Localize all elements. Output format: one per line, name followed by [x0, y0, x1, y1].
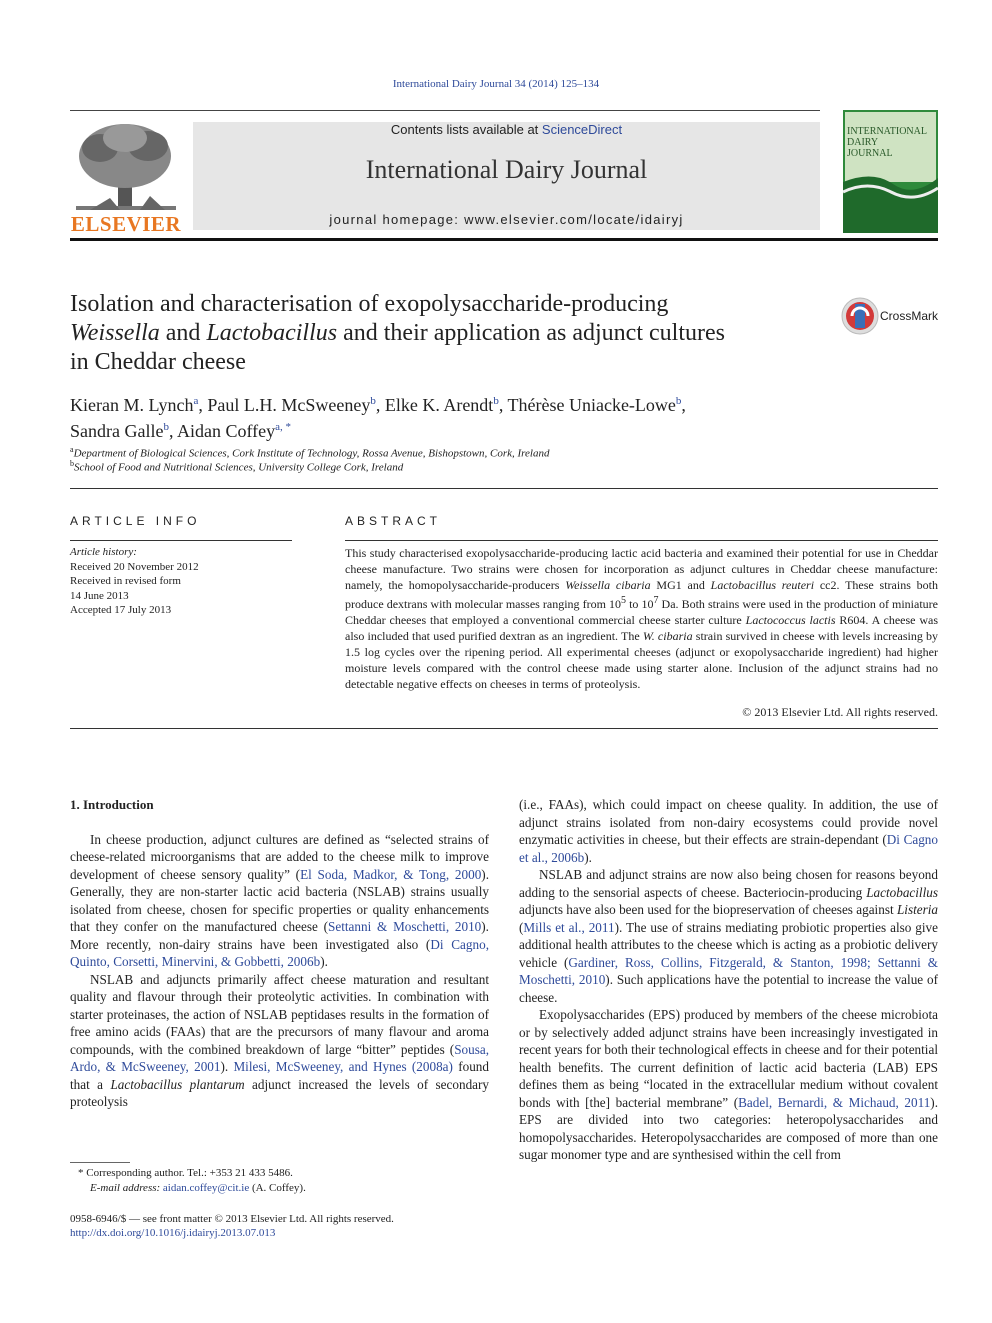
- reference-link[interactable]: Badel, Bernardi, & Michaud, 2011: [738, 1094, 931, 1110]
- journal-title: International Dairy Journal: [365, 155, 648, 184]
- paragraph: NSLAB and adjunct strains are now also being chosen for reasons beyond adding to the sensorial aspects of cheese. Bacteriocin-producing Lactobacillus adjuncts have also been used for the biopreservation of cheeses against Listeria (Mills et al., 2011). The use of strains mediating probiotic properties also give additional health attributes to the cheese which is acting as a probiotic delivery vehicle (Gardiner, Ross, Collins, Fitzgerald, & Stanton, 1998; Settanni & Moschetti, 2010). Such applications have the potential to increase the value of cheese.: [519, 867, 939, 1005]
- issn-line: 0958-6946/$ — see front matter © 2013 Elsevier Ltd. All rights reserved.: [70, 1213, 394, 1225]
- author[interactable]: Elke K. Arendt: [384, 395, 494, 415]
- elsevier-wordmark: ELSEVIER: [70, 212, 182, 236]
- reference-link[interactable]: Sousa, Ardo, & McSweeney, 2001: [70, 1041, 489, 1074]
- reference-link[interactable]: Milesi, McSweeney, and Hynes (2008a): [233, 1059, 453, 1074]
- divider: [70, 488, 938, 489]
- reference-link[interactable]: El Soda, Madkor, & Tong, 2000: [300, 866, 482, 882]
- doi-link[interactable]: http://dx.doi.org/10.1016/j.idairyj.2013.07.013: [70, 1227, 276, 1239]
- reference-link[interactable]: Di Cagno et al., 2006b: [519, 832, 938, 865]
- affiliation: $^b$School of Food and Nutritional Sciences, University College Cork, Ireland: [70, 459, 404, 474]
- contents-line: Contents lists available at ScienceDirect: [390, 122, 623, 137]
- reference-link[interactable]: Settanni & Moschetti, 2010: [328, 919, 482, 934]
- cover-title: INTERNATIONAL DAIRY JOURNAL: [847, 126, 927, 159]
- reference-link[interactable]: Mills et al., 2011: [523, 919, 615, 935]
- crossmark-icon: [840, 296, 880, 336]
- journal-citation[interactable]: International Dairy Journal 34 (2014) 125–134: [392, 78, 600, 90]
- email-link[interactable]: aidan.coffey@cit.ie: [162, 1182, 250, 1194]
- author[interactable]: Sandra Galle: [70, 421, 164, 441]
- divider: [70, 540, 292, 541]
- author[interactable]: Kieran M. Lynch: [70, 395, 194, 415]
- article-title: Isolation and characterisation of exopolysaccharide-producing Weissella and Lactobacillus and their application as adjunct cultures in Cheddar cheese: [70, 291, 725, 375]
- paragraph: Exopolysaccharides (EPS) produced by members of the cheese microbiota or by selectively added adjunct strains have been increasingly investigated in recent years for both their technological effects in cheese and for their potential health benefits. The current definition of lactic acid bacteria (LAB) EPS defines them as being “located in the extracellular medium without covalent bonds with [the] bacterial membrane” (Badel, Bernardi, & Michaud, 2011). EPS are divided into two categories: heteropolysaccharides and homopolysaccharides. Heteropolysaccharides are composed of more than one sugar monomer type and are synthesised within the cell from: [519, 1007, 938, 1162]
- reference-link[interactable]: Gardiner, Ross, Collins, Fitzgerald, & Stanton, 1998; Settanni & Moschetti, 2010: [519, 954, 938, 987]
- body-column-left: [70, 796, 489, 1111]
- article-history: Article history: Received 20 November 2012 Received in revised form 14 June 2013 Accepted 17 July 2013: [70, 546, 199, 616]
- footnote-rule: [70, 1162, 130, 1163]
- section-heading: 1. Introduction: [70, 797, 154, 812]
- body-column-right: [519, 796, 938, 1164]
- abstract-copyright: © 2013 Elsevier Ltd. All rights reserved.: [742, 705, 938, 719]
- abstract-text: This study characterised exopolysaccharide-producing lactic acid bacteria and examined their potential for use in Cheddar cheese manufacture. Two strains were chosen for incorporation as adjunct cultures in Cheddar cheese manufacture: namely, the homopolysaccharide-producers Weissella cibaria MG1 and Lactobacillus reuteri cc2. These strains both produce dextrans with molecular masses ranging from $10^5$ to $10^7$ Da. Both strains were used in the production of miniature Cheddar cheeses that employed a conventional commercial cheese starter culture Lactococcus lactis R604. A cheese was also included that used purified dextran as an ingredient. The W. cibaria strain survived in cheese with levels increasing by 1.5 log cycles over the ripening period. All experimental cheeses (adjunct or exopolysaccharide ingredient) had higher moisture levels compared with the control cheese made using starter alone. Inclusion of the adjunct strains had no detectable negative effects on cheeses in terms of proteolysis.: [345, 546, 939, 691]
- author-list: Kieran M. Lynch$^a$, Paul L.H. McSweeney$^b$, Elke K. Arendt$^b$, Thérèse Uniacke-Lowe$^b$, Sandra Galle$^b$, Aidan Coffey$^{a, *}$: [70, 395, 686, 441]
- article-info-heading: ARTICLE INFO: [70, 514, 201, 528]
- author[interactable]: Paul L.H. McSweeney: [207, 395, 371, 415]
- journal-homepage: journal homepage: www.elsevier.com/locate/idairyj: [329, 212, 684, 227]
- header-thick-rule: [70, 238, 938, 241]
- crossmark-label: CrossMark: [880, 309, 939, 323]
- paragraph: (i.e., FAAs), which could impact on cheese quality. In addition, the use of adjunct strains isolated from non-dairy ecosystems could provide novel enzymatic activities in cheese, but their effects are strain-dependant (Di Cagno et al., 2006b).: [519, 797, 938, 865]
- author[interactable]: Aidan Coffey: [176, 421, 276, 441]
- reference-link[interactable]: Di Cagno, Quinto, Corsetti, Minervini, & Gobbetti, 2006b: [70, 936, 489, 969]
- abstract-heading: ABSTRACT: [345, 514, 442, 528]
- email-note: E-mail address: aidan.coffey@cit.ie (A. Coffey).: [90, 1182, 306, 1194]
- elsevier-logo[interactable]: [70, 118, 182, 236]
- paragraph: NSLAB and adjuncts primarily affect cheese maturation and resultant quality and flavour through their proteolytic activities. In combination with starter proteinases, the action of NSLAB peptidases results in the formation of free amino acids (FAAs) that are the precursors of many flavour and aroma compounds, with the combined breakdown of large “bitter” peptides (Sousa, Ardo, & McSweeney, 2001). Milesi, McSweeney, and Hynes (2008a) found that a Lactobacillus plantarum adjunct increased the levels of secondary proteolysis: [70, 971, 490, 1109]
- sciencedirect-link[interactable]: ScienceDirect: [541, 122, 623, 137]
- paragraph: In cheese production, adjunct cultures are defined as “selected strains of cheese-related microorganisms that are added to the cheese milk to improve development of cheese sensory quality” (El Soda, Madkor, & Tong, 2000). Generally, they are non-starter lactic acid bacteria (NSLAB) strains usually isolated from cheese, chosen for specific properties or quality enhancements that they confer on the manufactured cheese (Settanni & Moschetti, 2010). More recently, non-dairy strains have been investigated also (Di Cagno, Quinto, Corsetti, Minervini, & Gobbetti, 2006b).: [70, 831, 489, 969]
- corresponding-author-note: * Corresponding author. Tel.: +353 21 433 5486.: [78, 1167, 293, 1179]
- author[interactable]: Thérèse Uniacke-Lowe: [507, 395, 676, 415]
- divider: [70, 728, 938, 729]
- header-rule: [70, 110, 820, 111]
- divider: [345, 540, 938, 541]
- homepage-link[interactable]: www.elsevier.com/locate/idairyj: [464, 212, 684, 227]
- affiliation: $^a$Department of Biological Sciences, Cork Institute of Technology, Rossa Avenue, Bishopstown, Cork, Ireland: [70, 445, 550, 460]
- journal-cover[interactable]: [843, 110, 938, 233]
